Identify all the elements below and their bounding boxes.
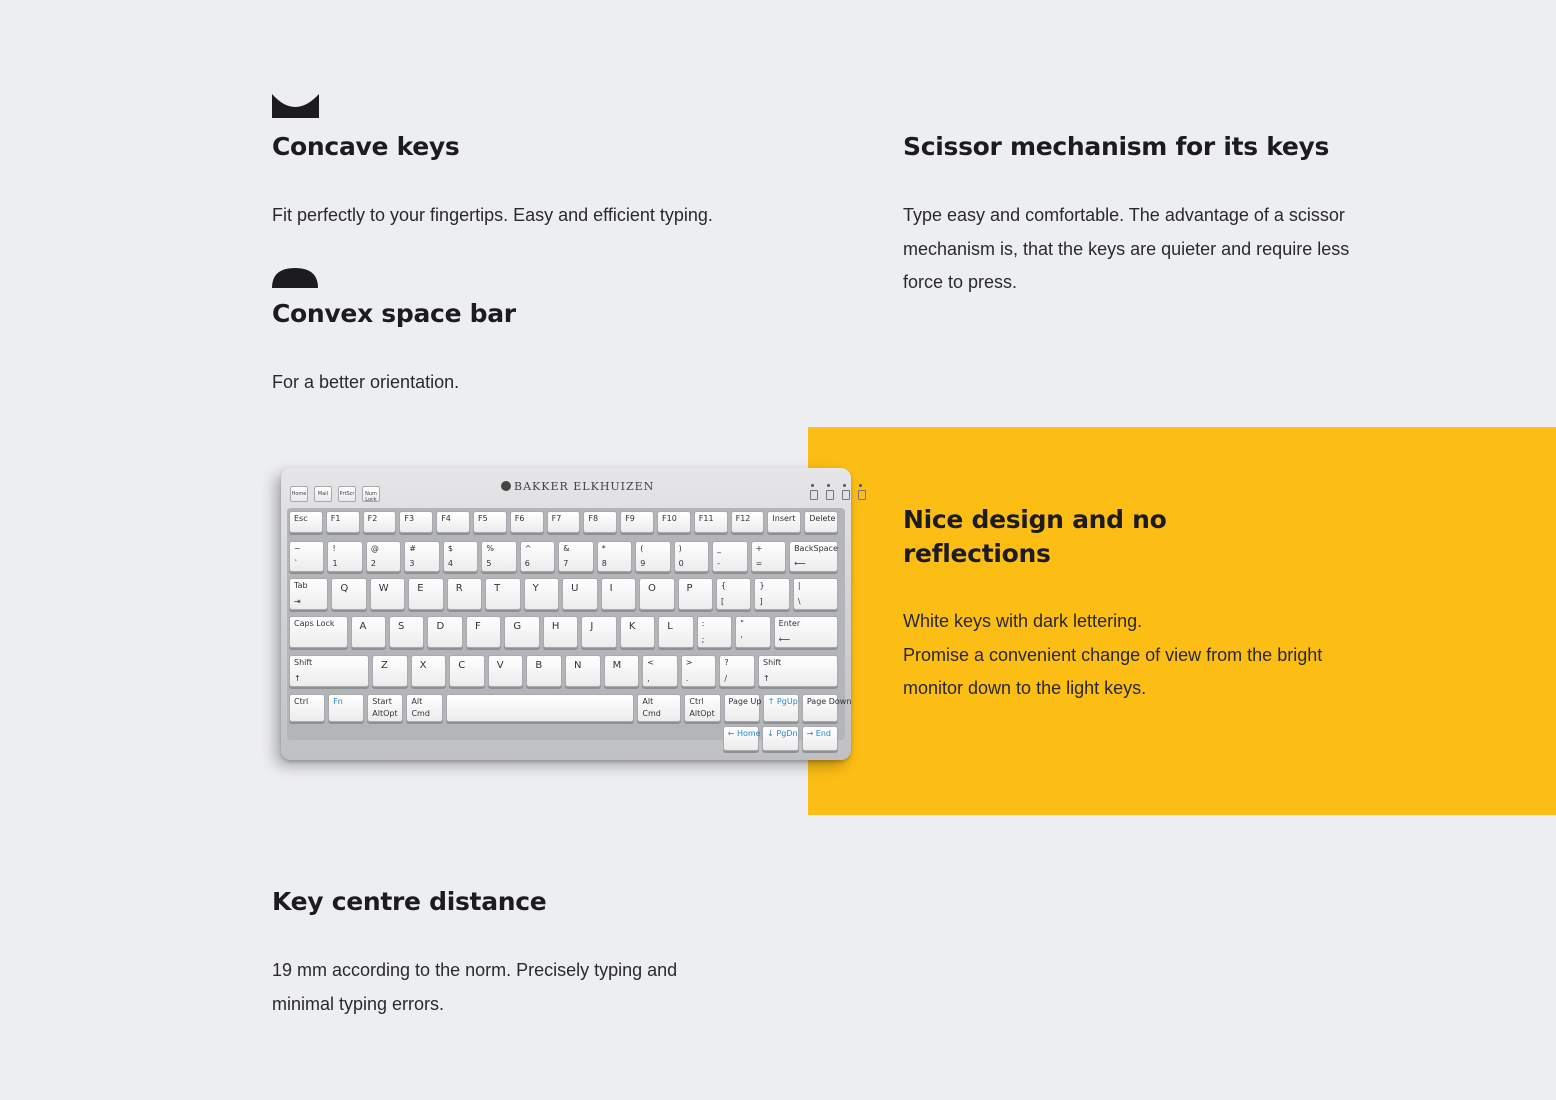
scissor-mechanism-title: Scissor mechanism for its keys — [903, 132, 1330, 161]
keyboard-key: N — [565, 655, 601, 687]
keyboard-key: ! 1 — [327, 541, 362, 572]
keyboard-key: Ctrl — [289, 694, 325, 722]
keyboard-key: ) 0 — [674, 541, 709, 572]
keyboard-key: P — [678, 578, 713, 610]
keyboard-key: & 7 — [558, 541, 593, 572]
keyboard-key: F9 — [620, 511, 654, 533]
concave-icon — [272, 94, 319, 118]
keyboard-key: < , — [642, 655, 678, 687]
keyboard-key: Q — [331, 578, 366, 610]
keyboard-key: F6 — [510, 511, 544, 533]
keyboard-key: | \ — [793, 578, 838, 610]
space-bar — [446, 694, 635, 722]
keyboard-key: X — [411, 655, 447, 687]
keyboard-key: ↓ PgDn — [762, 726, 798, 751]
keyboard-key: Tab ⇥ — [289, 578, 328, 610]
keyboard-key: { [ — [716, 578, 751, 610]
keyboard-key: % 5 — [481, 541, 516, 572]
keyboard-key: U — [562, 578, 597, 610]
keyboard-key: Shift ↑ — [289, 655, 369, 687]
keyboard-key: " ' — [735, 616, 770, 648]
media-key: Home — [290, 486, 308, 502]
keyboard-key: Esc — [289, 511, 323, 533]
keyboard-key: Ctrl AltOpt — [684, 694, 720, 722]
convex-space-bar-text: For a better orientation. — [272, 372, 460, 392]
media-key: Mail — [314, 486, 332, 502]
keyboard-key: # 3 — [404, 541, 439, 572]
keyboard-key: F3 — [399, 511, 433, 533]
keyboard-key: ~ ` — [289, 541, 324, 572]
keyboard-key: } ] — [754, 578, 789, 610]
keyboard-key: F10 — [657, 511, 691, 533]
key-centre-distance-text: 19 mm according to the norm. Precisely typing and minimal typing errors. — [272, 960, 678, 1014]
keyboard-key: F12 — [731, 511, 765, 533]
keyboard-key: F4 — [436, 511, 470, 533]
keyboard-key: R — [447, 578, 482, 610]
keyboard-key: Page Up — [724, 694, 760, 722]
keyboard-key: ← Home — [723, 726, 759, 751]
keyboard-key: Fn — [328, 694, 364, 722]
keyboard-key: ? / — [719, 655, 755, 687]
keyboard-key: F11 — [694, 511, 728, 533]
concave-keys-text: Fit perfectly to your fingertips. Easy and efficient typing. — [272, 205, 713, 225]
keyboard-key: V — [488, 655, 524, 687]
keyboard-key: F8 — [583, 511, 617, 533]
keyboard-key: Insert — [767, 511, 801, 533]
keyboard-key: K — [620, 616, 655, 648]
keyboard-key: S — [389, 616, 424, 648]
keyboard-key: F7 — [547, 511, 581, 533]
keyboard-key: Y — [524, 578, 559, 610]
keyboard-key: ^ 6 — [520, 541, 555, 572]
keyboard-key: ↑ PgUp — [763, 694, 799, 722]
nice-design-title: Nice design and no reflections — [903, 505, 1167, 568]
keyboard-key: A — [351, 616, 386, 648]
media-key: PrtScr — [338, 486, 356, 502]
keyboard-key: Delete — [804, 511, 838, 533]
keyboard-key: F2 — [363, 511, 397, 533]
keyboard-key: C — [449, 655, 485, 687]
keyboard-key: + = — [751, 541, 786, 572]
keyboard-key: T — [485, 578, 520, 610]
keyboard-key: F1 — [326, 511, 360, 533]
keyboard-key: W — [370, 578, 405, 610]
key-centre-distance-title: Key centre distance — [272, 887, 547, 916]
keyboard-key: > . — [681, 655, 717, 687]
keyboard-key: E — [408, 578, 443, 610]
keyboard-key: H — [543, 616, 578, 648]
keyboard-key: Start AltOpt — [367, 694, 403, 722]
keyboard-key: G — [504, 616, 539, 648]
keyboard-key: BackSpace ⟵ — [789, 541, 838, 572]
keyboard-key: Caps Lock — [289, 616, 348, 648]
keyboard-key: B — [526, 655, 562, 687]
keyboard-key: Page Down — [802, 694, 838, 722]
media-key: Num Lock — [362, 486, 380, 502]
nice-design-line-2: Promise a convenient change of view from the bright monitor down to the light keys. — [903, 644, 1323, 698]
keyboard-image — [281, 468, 851, 760]
keyboard-key: Enter ⟵ — [774, 616, 838, 648]
scissor-mechanism-text: Type easy and comfortable. The advantage of a scissor mechanism is, that the keys are quieter and require less force to press. — [903, 205, 1350, 292]
keyboard-key: Alt Cmd — [637, 694, 681, 722]
keyboard-key: _ - — [712, 541, 747, 572]
keyboard-key: F5 — [473, 511, 507, 533]
nice-design-text — [903, 605, 1373, 706]
keyboard-brand: BAKKER ELKHUIZEN — [501, 480, 654, 493]
keyboard-key: D — [427, 616, 462, 648]
keyboard-key: : ; — [697, 616, 732, 648]
keyboard-key: Shift ↑ — [758, 655, 838, 687]
keyboard-key: @ 2 — [366, 541, 401, 572]
convex-space-bar-title: Convex space bar — [272, 299, 516, 328]
keyboard-key: ( 9 — [635, 541, 670, 572]
nice-design-line-1: White keys with dark lettering. — [903, 611, 1143, 631]
keyboard-key: $ 4 — [443, 541, 478, 572]
keyboard-key: L — [658, 616, 693, 648]
keyboard-key: O — [639, 578, 674, 610]
keyboard-key: F — [466, 616, 501, 648]
keyboard-key: I — [601, 578, 636, 610]
keyboard-key: Alt Cmd — [406, 694, 442, 722]
keyboard-key: M — [604, 655, 640, 687]
concave-keys-title: Concave keys — [272, 132, 460, 161]
keyboard-key: → End — [802, 726, 838, 751]
keyboard-key: J — [581, 616, 616, 648]
keyboard-key: Z — [372, 655, 408, 687]
convex-icon — [272, 268, 318, 288]
keyboard-key: * 8 — [597, 541, 632, 572]
